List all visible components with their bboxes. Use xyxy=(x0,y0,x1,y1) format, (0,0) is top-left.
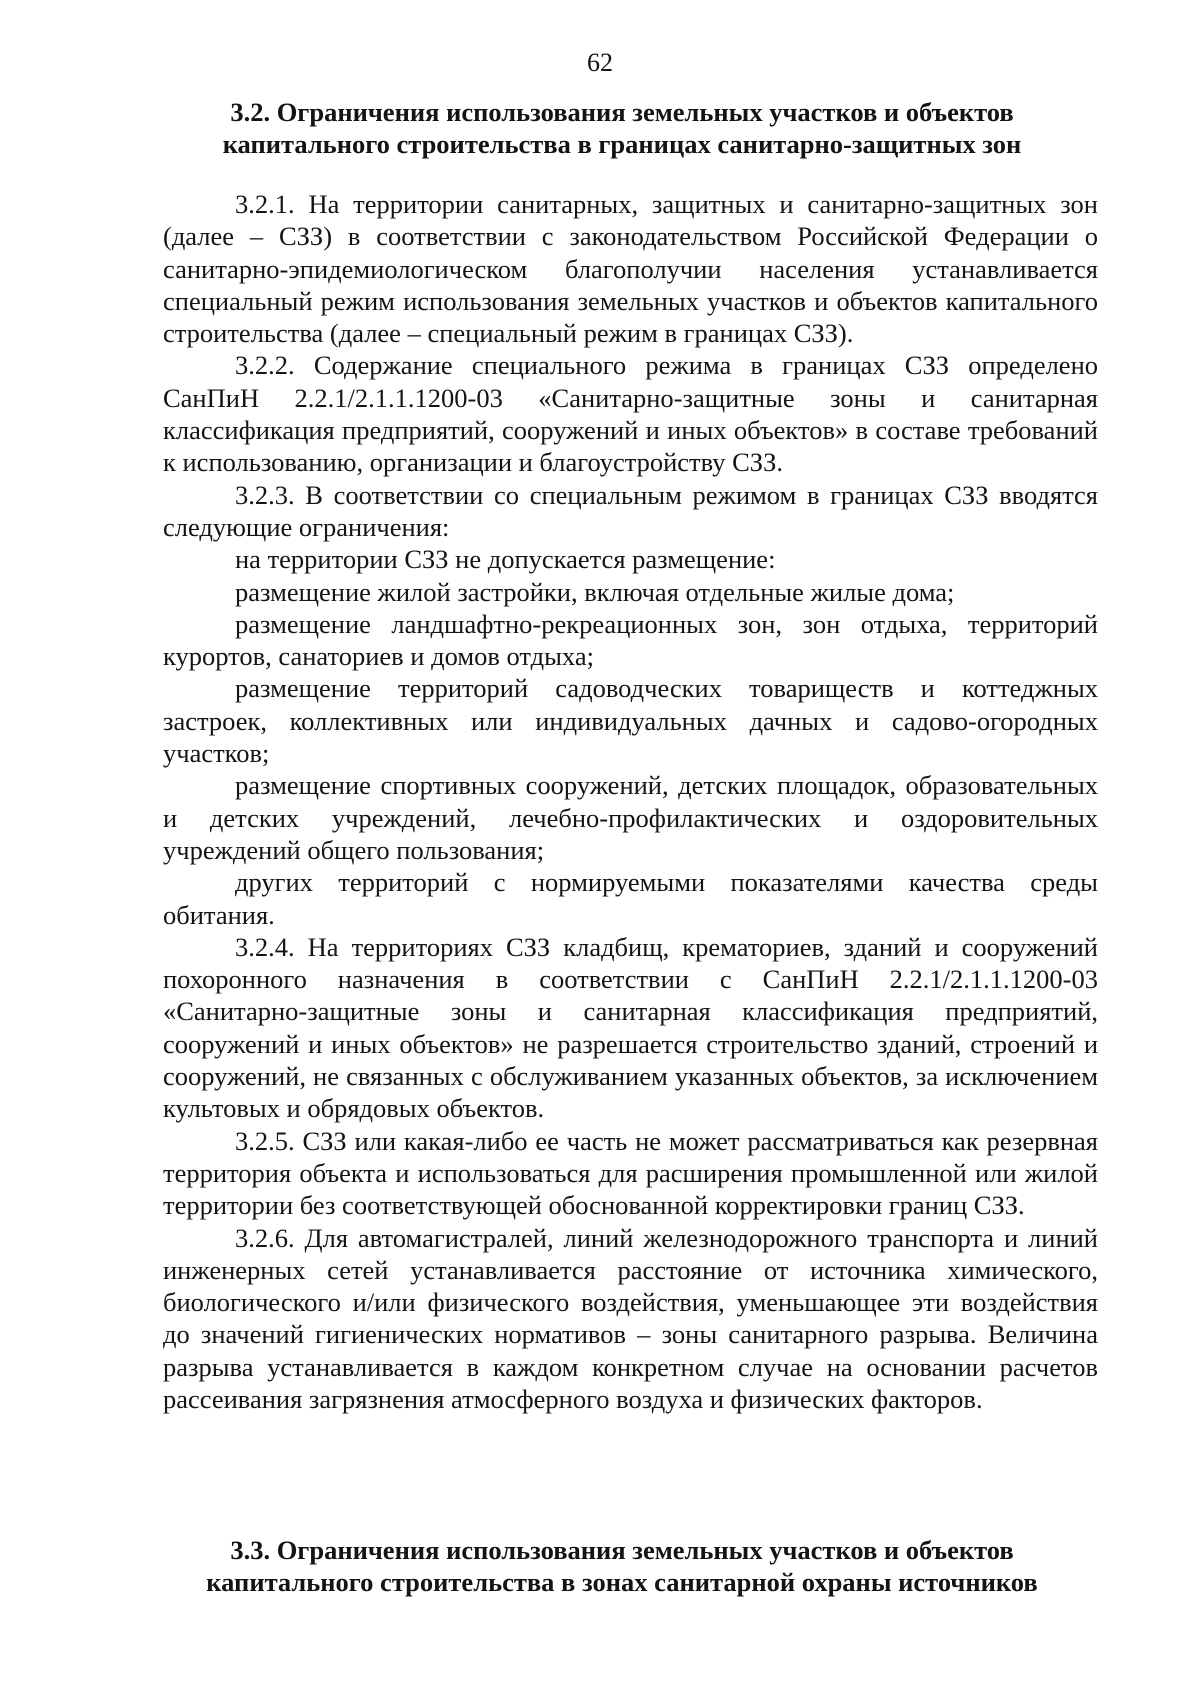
paragraph-3-2-6: 3.2.6. Для автомагистралей, линий железнодорожного транспорта и линий инженерных сетей устанавливается расстояние от источника химического, биологического и/или физического воздействия, уменьшающее эти воздействия до значений гигиенических нормативов – зоны санитарного разрыва. Величина разрыва устанавливается в каждом конкретном случае на основании расчетов рассеивания загрязнения атмосферного воздуха и физических факторов. xyxy=(163,1222,1098,1414)
paragraph-3-2-5: 3.2.5. СЗЗ или какая-либо ее часть не может рассматриваться как резервная территория объекта и использоваться для расширения промышленной или жилой территории без соответствующей обоснованной корректировки границ СЗЗ. xyxy=(163,1125,1098,1221)
section-heading-3-3 xyxy=(150,1534,1094,1598)
section-heading-line: 3.3. Ограничения использования земельных участков и объектов xyxy=(230,1535,1014,1565)
section-heading-line: 3.2. Ограничения использования земельных участков и объектов xyxy=(230,97,1014,127)
paragraph-3-2-2: 3.2.2. Содержание специального режима в границах СЗЗ определено СанПиН 2.2.1/2.1.1.1200-03 «Санитарно-защитные зоны и санитарная классификация предприятий, сооружений и иных объектов» в составе требований к использованию, организации и благоустройству СЗЗ. xyxy=(163,350,1098,478)
restriction-item: размещение ландшафтно-рекреационных зон, зон отдыха, территорий курортов, санаториев и домов отдыха; xyxy=(163,608,1098,672)
section-heading-line: капитального строительства в границах санитарно-защитных зон xyxy=(222,129,1022,159)
restriction-item: других территорий с нормируемыми показателями качества среды обитания. xyxy=(163,867,1098,930)
section-heading-line: капитального строительства в зонах санитарной охраны источников xyxy=(206,1567,1038,1597)
restriction-item: размещение спортивных сооружений, детских площадок, образовательных и детских учреждений, лечебно-профилактических и оздоровительных учреждений общего пользования; xyxy=(163,770,1098,865)
section-body xyxy=(163,188,1098,1415)
section-heading-3-2 xyxy=(150,96,1094,160)
page-number: 62 xyxy=(587,48,613,77)
paragraph-3-2-4: 3.2.4. На территориях СЗЗ кладбищ, крематориев, зданий и сооружений похоронного назначения в соответствии с СанПиН 2.2.1/2.1.1.1200-03 «Санитарно-защитные зоны и санитарная классификация предприятий, сооружений и иных объектов» не разрешается строительство зданий, строений и сооружений, не связанных с обслуживанием указанных объектов, за исключением культовых и обрядовых объектов. xyxy=(163,931,1098,1124)
paragraph-3-2-3: 3.2.3. В соответствии со специальным режимом в границах СЗЗ вводятся следующие ограничения: xyxy=(163,479,1098,542)
paragraph-3-2-1: 3.2.1. На территории санитарных, защитных и санитарно-защитных зон (далее – СЗЗ) в соответствии с законодательством Российской Федерации о санитарно-эпидемиологическом благополучии населения устанавливается специальный режим использования земельных участков и объектов капитального строительства (далее – специальный режим в границах СЗЗ). xyxy=(163,189,1098,349)
restriction-item: размещение территорий садоводческих товариществ и коттеджных застроек, коллективных или индивидуальных дачных и садово-огородных участков; xyxy=(163,673,1098,769)
restriction-item: размещение жилой застройки, включая отдельные жилые дома; xyxy=(235,576,955,607)
restriction-intro: на территории СЗЗ не допускается размещение: xyxy=(235,544,776,575)
